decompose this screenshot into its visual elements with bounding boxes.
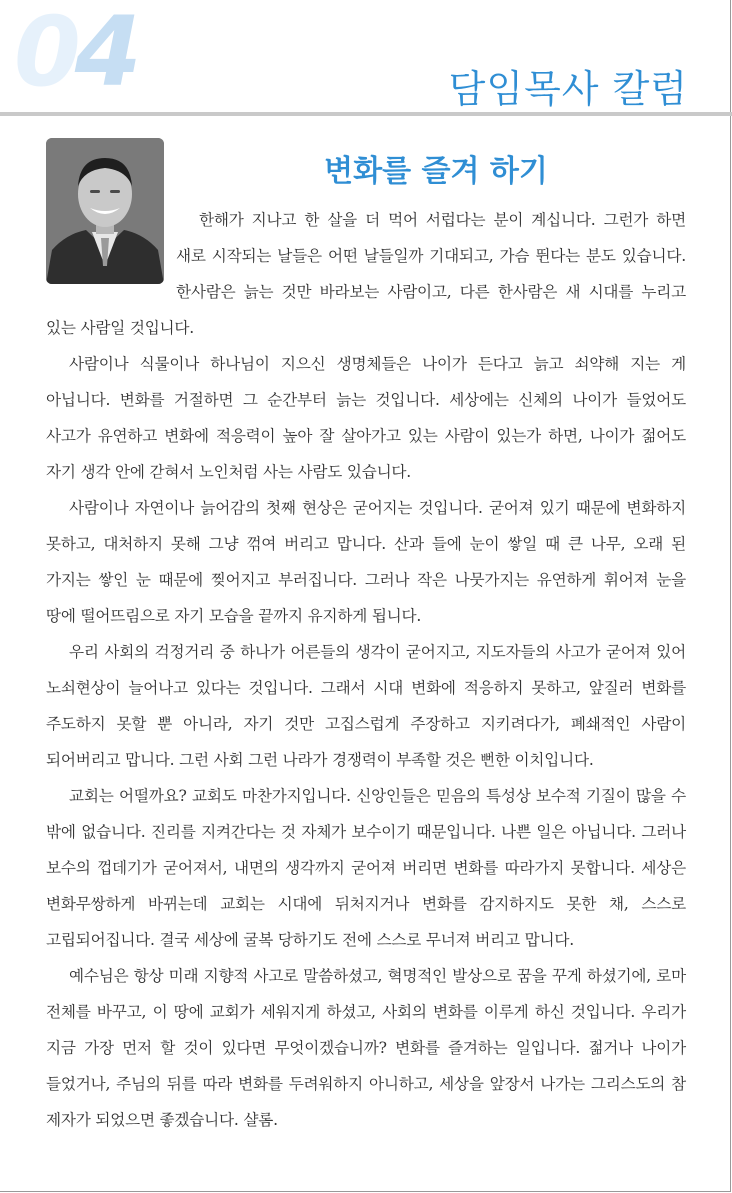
page-number-second-digit: 4	[74, 0, 136, 108]
paragraph: 사람이나 자연이나 늙어감의 첫째 현상은 굳어지는 것입니다. 굳어져 있기 때문에 변화하지 못하고, 대처하지 못해 그냥 꺾여 버리고 맙니다. 산과 들에 눈이 쌓일 때 큰 나무, 오래 된 가지는 쌓인 눈 때문에 찢어지고 부러집니다. 그러나 작은 나뭇가지는 유연하게 휘어져 눈을 땅에 떨어뜨림으로 자기 모습을 끝까지 유지하게 됩니다.	[46, 499, 686, 625]
title-divider	[0, 112, 732, 116]
section-title: 담임목사 칼럼	[448, 67, 688, 111]
article-body	[46, 202, 686, 1138]
paragraph: 사람이나 식물이나 하나님이 지으신 생명체들은 나이가 든다고 늙고 쇠약해 지는 게 아닙니다. 변화를 거절하면 그 순간부터 늙는 것입니다. 세상에는 신체의 나이가 들었어도 사고가 유연하고 변화에 적응력이 높아 잘 살아가고 있는 사람이 있는가 하면, 나이가 젊어도 자기 생각 안에 갇혀서 노인처럼 사는 사람도 있습니다.	[46, 355, 686, 481]
paragraph: 우리 사회의 걱정거리 중 하나가 어른들의 생각이 굳어지고, 지도자들의 사고가 굳어져 있어 노쇠현상이 늘어나고 있다는 것입니다. 그래서 시대 변화에 적응하지 못하고, 앞질러 변화를 주도하지 못할 뿐 아니라, 자기 것만 고집스럽게 주장하고 지키려다가, 폐쇄적인 사람이 되어버리고 맙니다. 그런 사회 그런 나라가 경쟁력이 부족할 것은 뻔한 이치입니다.	[46, 643, 686, 769]
page-number-first-digit: 0	[14, 0, 75, 108]
photo-text-wrap	[46, 202, 176, 310]
article-title: 변화를 즐겨 하기	[324, 154, 548, 189]
paragraph: 교회는 어떨까요? 교회도 마찬가지입니다. 신앙인들은 믿음의 특성상 보수적 기질이 많을 수 밖에 없습니다. 진리를 지켜간다는 것 자체가 보수이기 때문입니다. 나쁜 일은 아닙니다. 그러나 보수의 껍데기가 굳어져서, 내면의 생각까지 굳어져 버리면 변화를 따라가지 못합니다. 세상은 변화무쌍하게 바뀌는데 교회는 시대에 뒤처지거나 변화를 감지하지도 못한 채, 스스로 고립되어집니다. 결국 세상에 굴복 당하기도 전에 스스로 무너져 버리고 맙니다.	[46, 787, 686, 949]
paragraph: 예수님은 항상 미래 지향적 사고로 말씀하셨고, 혁명적인 발상으로 꿈을 꾸게 하셨기에, 로마 전체를 바꾸고, 이 땅에 교회가 세워지게 하셨고, 사회의 변화를 이루게 하신 것입니다. 우리가 지금 가장 먼저 할 것이 있다면 무엇이겠습니까? 변화를 즐겨하는 일입니다. 젊거나 나이가 들었거나, 주님의 뒤를 따라 변화를 두려워하지 아니하고, 세상을 앞장서 나가는 그리스도의 참 제자가 되었으면 좋겠습니다. 샬롬.	[46, 967, 686, 1129]
page-number	[14, 0, 136, 108]
paragraph: 한해가 지나고 한 살을 더 먹어 서럽다는 분이 계십니다. 그런가 하면 새로 시작되는 날들은 어떤 날들일까 기대되고, 가슴 뛴다는 분도 있습니다. 한사람은 늙는 것만 바라보는 사람이고, 다른 한사람은 새 시대를 누리고 있는 사람일 것입니다.	[46, 211, 686, 337]
